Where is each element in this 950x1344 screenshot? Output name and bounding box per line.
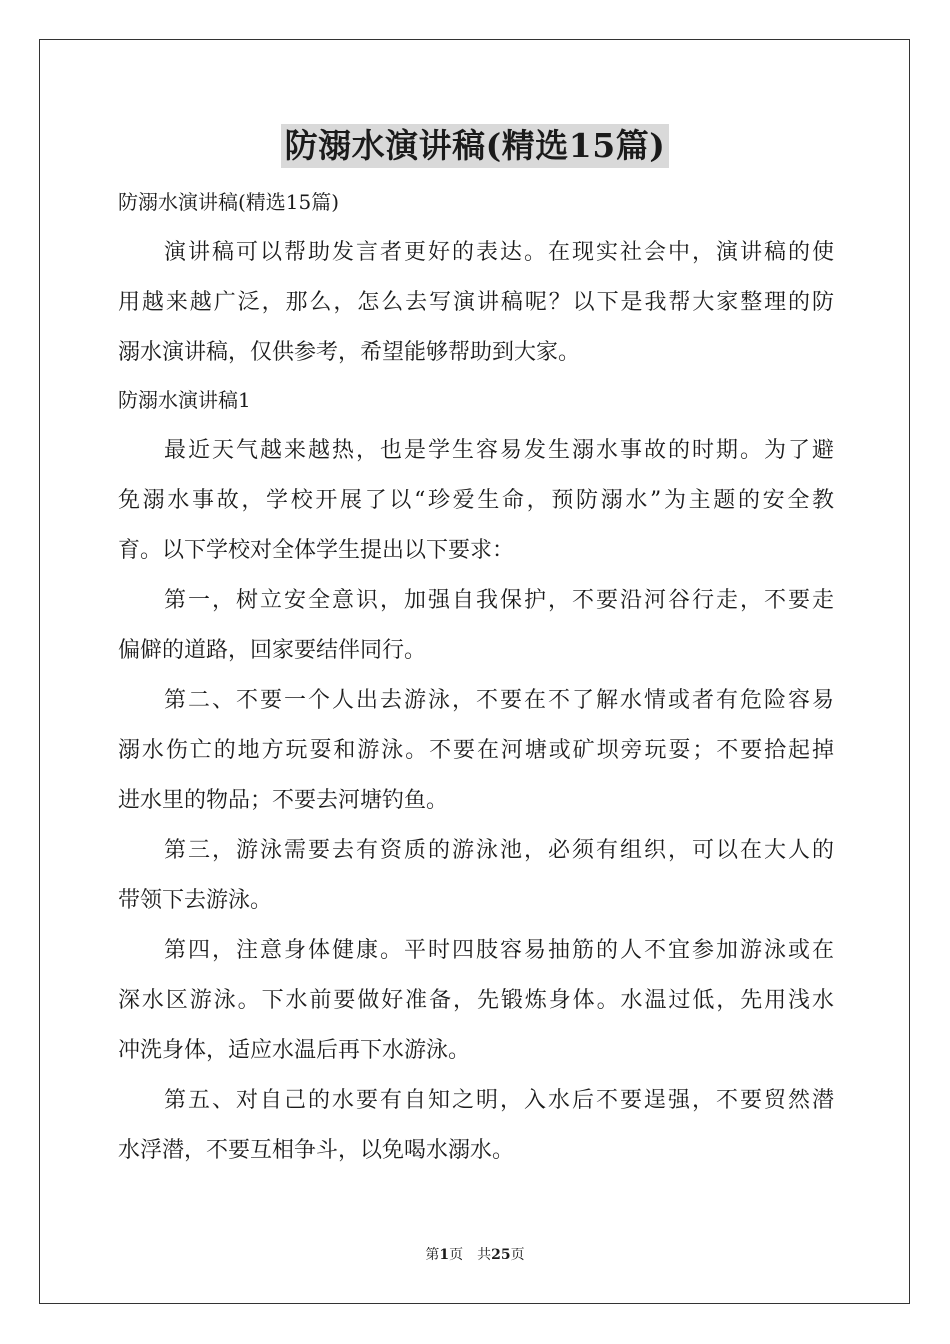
p3-line-3: 进水里的物品；不要去河塘钓鱼。 (118, 788, 449, 813)
p5-line-3: 冲洗身体，适应水温后再下水游泳。 (118, 1038, 471, 1063)
p3-line-2: 溺水伤亡的地方玩耍和游泳。不要在河塘或矿坝旁玩耍；不要拾起掉 (118, 738, 834, 763)
p6-line-1: 第五、对自己的水要有自知之明，入水后不要逞强，不要贸然潜 (164, 1088, 834, 1113)
page-suffix: 页 (449, 1247, 464, 1263)
document-body (118, 180, 834, 1176)
page-footer (0, 1245, 950, 1265)
p2-line-1: 第一，树立安全意识，加强自我保护，不要沿河谷行走，不要走 (164, 588, 834, 613)
p5-line-1: 第四，注意身体健康。平时四肢容易抽筋的人不宜参加游泳或在 (164, 938, 834, 963)
page-number: 1 (439, 1247, 450, 1263)
paragraph-5 (118, 926, 834, 1076)
intro-paragraph (118, 228, 834, 378)
p3-line-1: 第二、不要一个人出去游泳，不要在不了解水情或者有危险容易 (164, 688, 834, 713)
p1-line-3: 育。以下学校对全体学生提出以下要求： (118, 538, 515, 563)
p6-line-2: 水浮潜，不要互相争斗，以免喝水溺水。 (118, 1138, 515, 1163)
section-heading: 防溺水演讲稿1 (118, 388, 251, 412)
intro-line-1: 演讲稿可以帮助发言者更好的表达。在现实社会中，演讲稿的使 (164, 240, 834, 265)
paragraph-3 (118, 676, 834, 826)
p2-line-2: 偏僻的道路，回家要结伴同行。 (118, 638, 427, 663)
p4-line-2: 带领下去游泳。 (118, 888, 273, 913)
paragraph-1 (118, 426, 834, 576)
total-suffix: 页 (510, 1247, 525, 1263)
page-prefix: 第 (425, 1247, 440, 1263)
title-container (0, 124, 950, 168)
total-prefix: 共 (477, 1247, 492, 1263)
paragraph-6 (118, 1076, 834, 1176)
p1-line-1: 最近天气越来越热，也是学生容易发生溺水事故的时期。为了避 (164, 438, 834, 463)
intro-line-3: 溺水演讲稿，仅供参考，希望能够帮助到大家。 (118, 340, 581, 365)
p5-line-2: 深水区游泳。下水前要做好准备，先锻炼身体。水温过低，先用浅水 (118, 988, 834, 1013)
document-title: 防溺水演讲稿(精选15篇) (281, 124, 670, 168)
p1-line-2: 免溺水事故，学校开展了以“珍爱生命，预防溺水”为主题的安全教 (118, 488, 834, 513)
p4-line-1: 第三，游泳需要去有资质的游泳池，必须有组织，可以在大人的 (164, 838, 834, 863)
paragraph-2 (118, 576, 834, 676)
total-pages: 25 (491, 1247, 511, 1263)
subtitle: 防溺水演讲稿(精选15篇) (118, 190, 340, 214)
intro-line-2: 用越来越广泛，那么，怎么去写演讲稿呢？以下是我帮大家整理的防 (118, 290, 834, 315)
paragraph-4 (118, 826, 834, 926)
